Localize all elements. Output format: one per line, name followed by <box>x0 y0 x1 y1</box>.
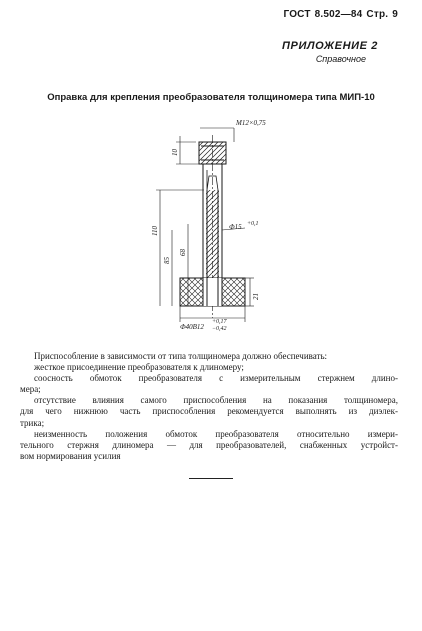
dim-68: 68 <box>179 249 187 256</box>
list-item: жесткое присоединение преобразователя к длиномеру; <box>34 362 244 373</box>
intro-paragraph: Приспособление в зависимости от типа толщиномера должно обеспечивать: <box>34 351 328 361</box>
list-item: отсутствие влияния самого приспособления на показания толщиномера, <box>34 395 398 406</box>
appendix-title: ПРИЛОЖЕНИЕ 2 <box>282 40 378 52</box>
page-label: Стр. <box>366 9 389 20</box>
drawing-title: Оправка для крепления преобразователя толщиномера типа МИП-10 <box>47 92 375 103</box>
thread-label: М12×0,75 <box>236 119 266 127</box>
dim-top: 10 <box>171 149 179 156</box>
list-item: для чего нижнюю часть приспособления рекомендуется выполнять из диэлек- <box>20 406 398 417</box>
appendix-type: Справочное <box>315 54 366 64</box>
end-rule <box>189 478 233 479</box>
dim-total: 110 <box>151 226 159 236</box>
standard-label: ГОСТ <box>283 9 311 20</box>
dim-base: 21 <box>252 293 260 300</box>
body-text <box>20 351 398 462</box>
list-item: соосность обмоток преобразователя с измерительным стержнем длино- <box>34 373 398 384</box>
dim-85: 85 <box>163 257 171 264</box>
list-item-continuation: трика; <box>20 417 45 428</box>
list-item-continuation: мера; <box>20 384 41 395</box>
diameter-label: Ф15 <box>229 223 242 231</box>
base-tolerance-lower: −0,42 <box>212 326 227 332</box>
standard-number: 8.502—84 <box>314 9 363 20</box>
list-item: неизменность положения обмоток преобразователя относительно измери- <box>34 428 398 439</box>
diameter-tolerance: +0,1 <box>247 221 259 227</box>
page-number: 9 <box>392 9 398 20</box>
base-diameter-label: Ф40В12 <box>180 323 204 331</box>
list-item: тельного стержня длиномера — для преобразователей, снабженных устройст- <box>20 439 398 450</box>
list-item-continuation: вом нормирования усилия <box>20 450 121 461</box>
base-tolerance-upper: +0,17 <box>212 319 227 325</box>
